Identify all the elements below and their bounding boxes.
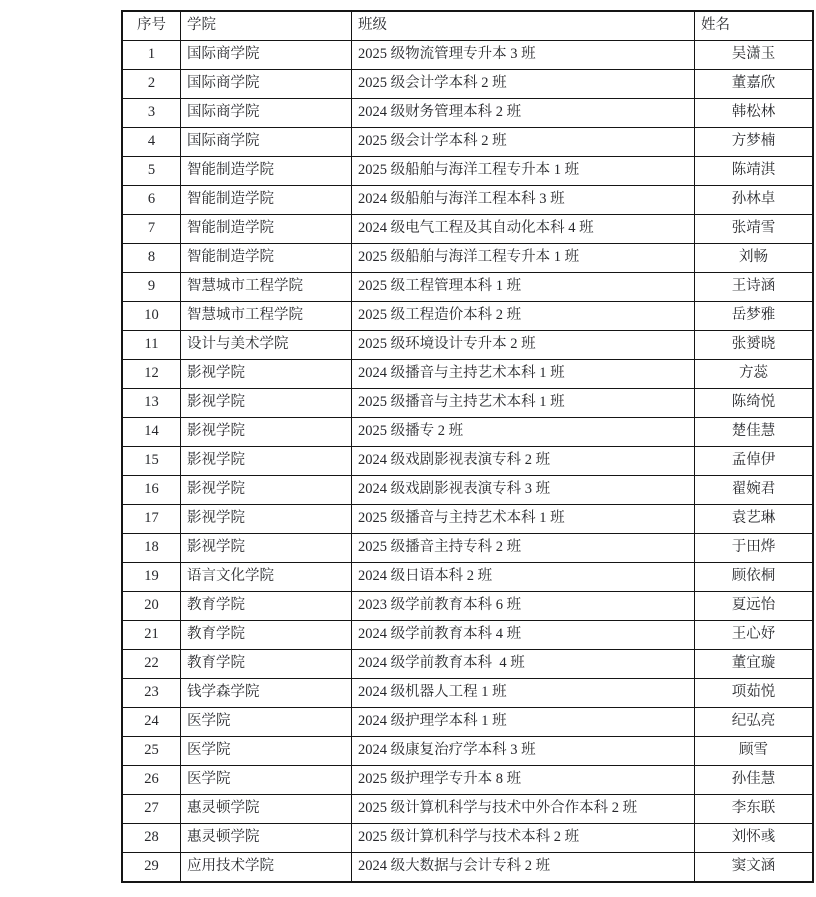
cell-index: 27 — [122, 795, 181, 824]
cell-index: 29 — [122, 853, 181, 883]
cell-name: 刘畅 — [695, 244, 814, 273]
cell-class: 2024 级船舶与海洋工程本科 3 班 — [352, 186, 695, 215]
cell-college: 惠灵顿学院 — [181, 795, 352, 824]
student-roster-table — [121, 10, 814, 883]
cell-name: 孙林卓 — [695, 186, 814, 215]
cell-college: 语言文化学院 — [181, 563, 352, 592]
table-row — [122, 505, 813, 534]
cell-class: 2024 级大数据与会计专科 2 班 — [352, 853, 695, 883]
cell-name: 李东联 — [695, 795, 814, 824]
cell-college: 国际商学院 — [181, 41, 352, 70]
table-row — [122, 302, 813, 331]
cell-class: 2024 级电气工程及其自动化本科 4 班 — [352, 215, 695, 244]
cell-class: 2025 级计算机科学与技术本科 2 班 — [352, 824, 695, 853]
cell-college: 钱学森学院 — [181, 679, 352, 708]
cell-college: 国际商学院 — [181, 99, 352, 128]
table-row — [122, 186, 813, 215]
cell-name: 董宜璇 — [695, 650, 814, 679]
table-row — [122, 215, 813, 244]
cell-index: 9 — [122, 273, 181, 302]
cell-class: 2024 级戏剧影视表演专科 2 班 — [352, 447, 695, 476]
table-row — [122, 41, 813, 70]
cell-class: 2024 级播音与主持艺术本科 1 班 — [352, 360, 695, 389]
cell-name: 孙佳慧 — [695, 766, 814, 795]
cell-class: 2024 级康复治疗学本科 3 班 — [352, 737, 695, 766]
cell-index: 20 — [122, 592, 181, 621]
cell-index: 2 — [122, 70, 181, 99]
table-row — [122, 447, 813, 476]
cell-college: 惠灵顿学院 — [181, 824, 352, 853]
cell-class: 2025 级播音与主持艺术本科 1 班 — [352, 505, 695, 534]
cell-class: 2025 级物流管理专升本 3 班 — [352, 41, 695, 70]
cell-name: 陈绮悦 — [695, 389, 814, 418]
cell-class: 2025 级播音主持专科 2 班 — [352, 534, 695, 563]
cell-class: 2025 级播专 2 班 — [352, 418, 695, 447]
cell-college: 影视学院 — [181, 418, 352, 447]
table-row — [122, 273, 813, 302]
cell-class: 2025 级环境设计专升本 2 班 — [352, 331, 695, 360]
header-index: 序号 — [122, 11, 181, 41]
cell-class: 2024 级日语本科 2 班 — [352, 563, 695, 592]
cell-college: 国际商学院 — [181, 70, 352, 99]
cell-name: 吴潇玉 — [695, 41, 814, 70]
cell-class: 2024 级护理学本科 1 班 — [352, 708, 695, 737]
cell-college: 影视学院 — [181, 534, 352, 563]
cell-class: 2025 级会计学本科 2 班 — [352, 128, 695, 157]
table-row — [122, 563, 813, 592]
cell-college: 教育学院 — [181, 621, 352, 650]
cell-name: 孟倬伊 — [695, 447, 814, 476]
cell-college: 应用技术学院 — [181, 853, 352, 883]
cell-name: 王诗涵 — [695, 273, 814, 302]
cell-college: 医学院 — [181, 766, 352, 795]
cell-name: 张赟晓 — [695, 331, 814, 360]
cell-class: 2025 级播音与主持艺术本科 1 班 — [352, 389, 695, 418]
header-name: 姓名 — [695, 11, 814, 41]
cell-class: 2024 级机器人工程 1 班 — [352, 679, 695, 708]
cell-index: 23 — [122, 679, 181, 708]
cell-name: 纪弘亮 — [695, 708, 814, 737]
table-row — [122, 534, 813, 563]
cell-college: 影视学院 — [181, 476, 352, 505]
cell-college: 智能制造学院 — [181, 157, 352, 186]
table-row — [122, 157, 813, 186]
cell-class: 2025 级计算机科学与技术中外合作本科 2 班 — [352, 795, 695, 824]
cell-college: 教育学院 — [181, 592, 352, 621]
table-row — [122, 389, 813, 418]
header-class: 班级 — [352, 11, 695, 41]
table-row — [122, 679, 813, 708]
table-row — [122, 824, 813, 853]
cell-name: 顾雪 — [695, 737, 814, 766]
cell-class: 2025 级船舶与海洋工程专升本 1 班 — [352, 157, 695, 186]
cell-class: 2025 级船舶与海洋工程专升本 1 班 — [352, 244, 695, 273]
table-row — [122, 621, 813, 650]
cell-name: 夏远怡 — [695, 592, 814, 621]
cell-index: 11 — [122, 331, 181, 360]
cell-college: 智能制造学院 — [181, 244, 352, 273]
cell-index: 16 — [122, 476, 181, 505]
cell-index: 8 — [122, 244, 181, 273]
cell-college: 设计与美术学院 — [181, 331, 352, 360]
cell-index: 19 — [122, 563, 181, 592]
cell-name: 刘怀彧 — [695, 824, 814, 853]
cell-index: 26 — [122, 766, 181, 795]
cell-college: 影视学院 — [181, 389, 352, 418]
cell-class: 2024 级学前教育本科 4 班 — [352, 650, 695, 679]
cell-index: 28 — [122, 824, 181, 853]
cell-name: 韩松林 — [695, 99, 814, 128]
cell-class: 2025 级工程造价本科 2 班 — [352, 302, 695, 331]
cell-index: 13 — [122, 389, 181, 418]
table-row — [122, 128, 813, 157]
table-row — [122, 592, 813, 621]
cell-index: 6 — [122, 186, 181, 215]
table-row — [122, 244, 813, 273]
cell-college: 国际商学院 — [181, 128, 352, 157]
cell-college: 教育学院 — [181, 650, 352, 679]
cell-name: 岳梦雅 — [695, 302, 814, 331]
cell-index: 15 — [122, 447, 181, 476]
cell-college: 影视学院 — [181, 360, 352, 389]
cell-name: 窦文涵 — [695, 853, 814, 883]
table-row — [122, 331, 813, 360]
cell-name: 陈靖淇 — [695, 157, 814, 186]
cell-college: 智能制造学院 — [181, 215, 352, 244]
table-row — [122, 795, 813, 824]
cell-index: 25 — [122, 737, 181, 766]
cell-name: 董嘉欣 — [695, 70, 814, 99]
table-row — [122, 476, 813, 505]
cell-name: 楚佳慧 — [695, 418, 814, 447]
cell-index: 17 — [122, 505, 181, 534]
cell-index: 4 — [122, 128, 181, 157]
cell-index: 3 — [122, 99, 181, 128]
cell-name: 翟婉君 — [695, 476, 814, 505]
table-row — [122, 737, 813, 766]
table-row — [122, 99, 813, 128]
cell-college: 影视学院 — [181, 447, 352, 476]
cell-index: 21 — [122, 621, 181, 650]
cell-college: 医学院 — [181, 737, 352, 766]
cell-class: 2024 级戏剧影视表演专科 3 班 — [352, 476, 695, 505]
cell-class: 2025 级护理学专升本 8 班 — [352, 766, 695, 795]
cell-class: 2024 级财务管理本科 2 班 — [352, 99, 695, 128]
table-row — [122, 650, 813, 679]
cell-name: 项茹悦 — [695, 679, 814, 708]
cell-index: 7 — [122, 215, 181, 244]
cell-index: 5 — [122, 157, 181, 186]
cell-class: 2023 级学前教育本科 6 班 — [352, 592, 695, 621]
cell-college: 医学院 — [181, 708, 352, 737]
cell-name: 于田烨 — [695, 534, 814, 563]
cell-class: 2024 级学前教育本科 4 班 — [352, 621, 695, 650]
cell-index: 1 — [122, 41, 181, 70]
cell-college: 智慧城市工程学院 — [181, 302, 352, 331]
table-row — [122, 853, 813, 883]
cell-college: 智慧城市工程学院 — [181, 273, 352, 302]
cell-class: 2025 级会计学本科 2 班 — [352, 70, 695, 99]
header-row — [122, 11, 813, 41]
cell-name: 方梦楠 — [695, 128, 814, 157]
cell-name: 顾依桐 — [695, 563, 814, 592]
table-row — [122, 418, 813, 447]
cell-name: 方蕊 — [695, 360, 814, 389]
cell-name: 张靖雪 — [695, 215, 814, 244]
header-college: 学院 — [181, 11, 352, 41]
cell-index: 24 — [122, 708, 181, 737]
cell-index: 12 — [122, 360, 181, 389]
table-row — [122, 70, 813, 99]
cell-name: 袁艺琳 — [695, 505, 814, 534]
cell-college: 智能制造学院 — [181, 186, 352, 215]
cell-index: 14 — [122, 418, 181, 447]
table-row — [122, 360, 813, 389]
roster-body — [122, 41, 813, 883]
cell-index: 18 — [122, 534, 181, 563]
table-row — [122, 766, 813, 795]
cell-index: 10 — [122, 302, 181, 331]
cell-index: 22 — [122, 650, 181, 679]
cell-class: 2025 级工程管理本科 1 班 — [352, 273, 695, 302]
cell-college: 影视学院 — [181, 505, 352, 534]
table-row — [122, 708, 813, 737]
cell-name: 王心妤 — [695, 621, 814, 650]
